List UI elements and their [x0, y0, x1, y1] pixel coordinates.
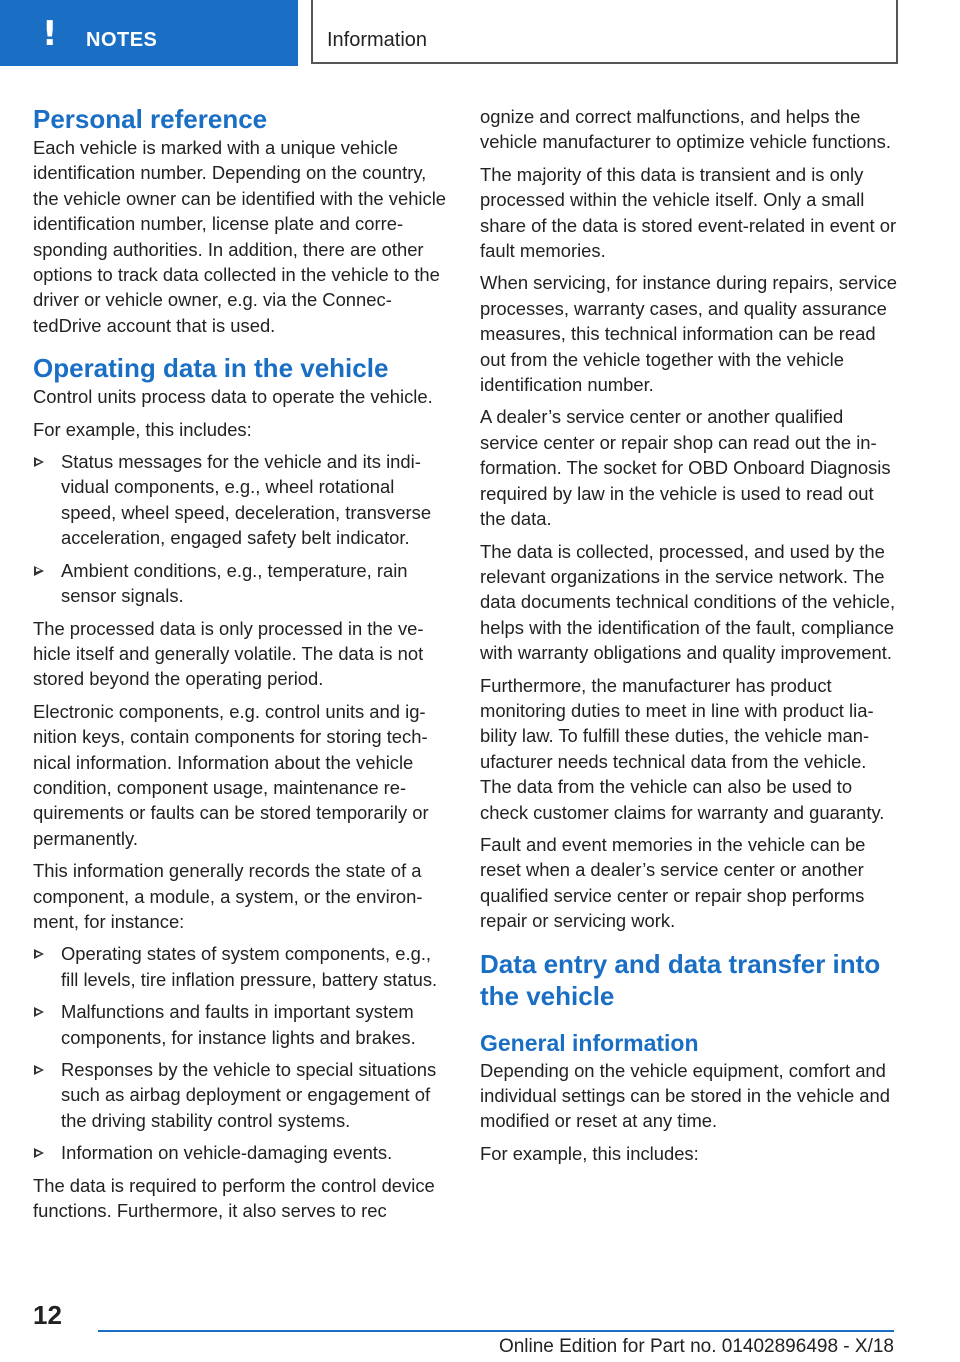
list-item-text: Malfunctions and faults in important system components, for instance lights and brakes.: [61, 1001, 416, 1048]
list-item-text: Information on vehicle-damaging events.: [61, 1142, 393, 1164]
bullet-triangle-icon: [34, 1065, 44, 1075]
exclamation-icon: !: [42, 14, 58, 54]
tab-label: NOTES: [86, 29, 158, 51]
paragraph: The majority of this data is transient and is only processed within the vehicle itself. Only a small share of the data is stored event-related in event or fault memories.: [480, 163, 897, 262]
paragraph: The data is required to perform the control device functions. Furthermore, it also serves to rec: [33, 1174, 435, 1222]
paragraph: Electronic components, e.g. control units and ignition keys, contain components for storing technical information. Information about the vehicle condition, component usage, maintenance requirements or faults can be stored temporarily or permanently.: [33, 700, 429, 849]
section-header: [311, 0, 898, 64]
bullet-list: [33, 449, 449, 608]
left-column: [33, 103, 449, 1230]
heading-operating-data: Operating data in the vehicle: [33, 353, 389, 384]
paragraph: Control units process data to operate the vehicle.: [33, 386, 433, 408]
paragraph: For example, this includes:: [480, 1142, 699, 1164]
list-item: [33, 1140, 449, 1165]
paragraph: The processed data is only processed in the vehicle itself and generally volatile. The data is not stored beyond the operating period.: [33, 617, 424, 690]
bullet-triangle-icon: [34, 949, 44, 959]
section-label: Information: [327, 29, 428, 51]
list-item: [33, 558, 449, 609]
list-item-text: Ambient conditions, e.g., temperature, rain sensor signals.: [61, 559, 408, 607]
edition-footer: Online Edition for Part no. 01402896498 - X/18: [498, 1336, 894, 1357]
paragraph: A dealer’s service center or another qualified service center or repair shop can read out the information. The socket for OBD Onboard Diagnosis required by law in the vehicle is used to read out the data.: [480, 406, 891, 530]
heading-general-information: General information: [480, 1029, 699, 1056]
right-column: [480, 104, 898, 1173]
paragraph: Each vehicle is marked with a unique vehicle identification number. Depending on the country, the vehicle owner can be identified with the vehicle identification number, license plate and corresponding authorities. In addition, there are other options to track data collected in the vehicle to the driver or vehicle owner, e.g. via the ConnectedDrive account that is used.: [33, 137, 447, 336]
paragraph: The data is collected, processed, and used by the relevant organizations in the service network. The data documents technical conditions of the vehicle, helps with the identification of the fault, compliance with warranty obligations and quality improvement.: [480, 540, 896, 664]
paragraph: ognize and correct malfunctions, and helps the vehicle manufacturer to optimize vehicle functions.: [480, 106, 891, 153]
footer-divider: [98, 1330, 894, 1332]
list-item: [33, 941, 449, 992]
bullet-triangle-icon: [34, 457, 44, 467]
paragraph: When servicing, for instance during repairs, service processes, warranty cases, and quality assurance measures, this technical information can be read out from the vehicle together with the vehicle identification number.: [480, 272, 898, 396]
list-item-text: Responses by the vehicle to special situations such as airbag deployment or engagement of the driving stability control systems.: [61, 1059, 437, 1131]
list-item: [33, 1057, 449, 1133]
paragraph: This information generally records the state of a component, a module, a system, or the environment, for instance:: [33, 860, 423, 932]
list-item: [33, 449, 449, 551]
paragraph: Fault and event memories in the vehicle can be reset when a dealer’s service center or another qualified service center or repair shop performs repair or servicing work.: [480, 833, 866, 932]
list-item: [33, 999, 449, 1050]
paragraph: For example, this includes:: [33, 418, 252, 440]
heading-data-entry: Data entry and data transfer into the vehicle: [480, 948, 881, 1011]
list-item-text: Operating states of system components, e.g., fill levels, tire inflation pressure, battery status.: [61, 943, 438, 990]
page-number: 12: [33, 1300, 62, 1330]
notes-tab: [0, 0, 298, 66]
heading-personal-reference: Personal reference: [33, 104, 268, 134]
bullet-list: [33, 941, 449, 1165]
paragraph: Furthermore, the manufacturer has product monitoring duties to meet in line with product liability law. To fulfill these duties, the vehicle manufacturer needs technical data from the vehicle. The data from the vehicle can also be used to check customer claims for warranty and guaranty.: [480, 674, 885, 823]
paragraph: Depending on the vehicle equipment, comfort and individual settings can be stored in the vehicle and modified or reset at any time.: [480, 1059, 890, 1132]
bullet-triangle-icon: [34, 1148, 44, 1158]
bullet-triangle-icon: [34, 1007, 44, 1017]
bullet-triangle-icon: [34, 566, 44, 576]
list-item-text: Status messages for the vehicle and its individual components, e.g., wheel rotational speed, wheel speed, deceleration, transverse acceleration, engaged safety belt indicator.: [61, 451, 432, 549]
